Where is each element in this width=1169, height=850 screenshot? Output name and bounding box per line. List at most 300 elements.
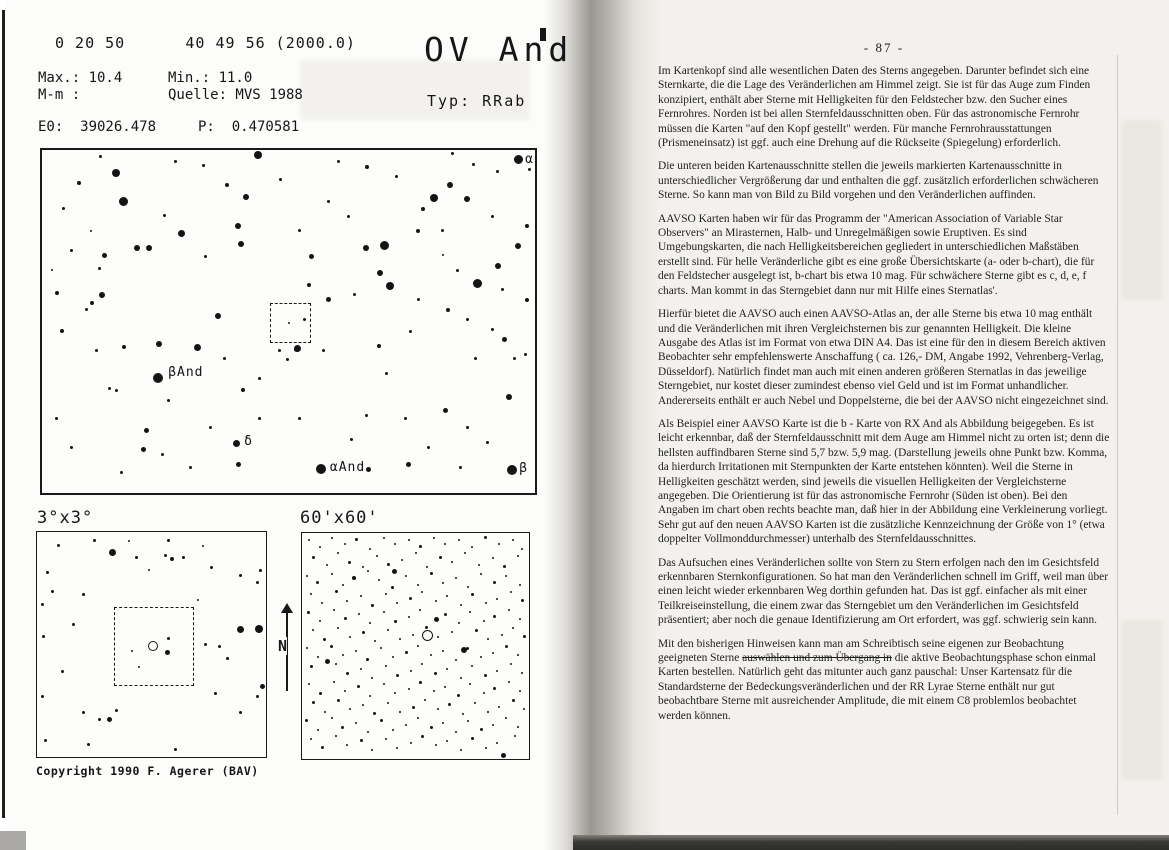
star-dot: [474, 357, 477, 360]
variable-star-marker: [422, 630, 433, 641]
star-dot: [405, 575, 407, 577]
star-dot: [141, 447, 146, 452]
star-dot: [480, 656, 482, 658]
star-dot: [408, 539, 410, 541]
star-dot: [365, 165, 369, 169]
star-dot: [310, 593, 312, 595]
star-dot: [85, 308, 88, 311]
star-dot: [484, 674, 487, 677]
star-dot: [115, 709, 118, 712]
star-dot: [214, 692, 217, 695]
star-dot: [335, 735, 337, 737]
star-dot: [373, 712, 376, 715]
star-dot: [446, 668, 448, 670]
star-dot: [446, 740, 448, 742]
star-dot: [170, 557, 174, 561]
star-dot: [350, 438, 353, 441]
star-dot: [455, 659, 457, 661]
star-dot: [512, 627, 514, 629]
star-dot: [496, 670, 498, 672]
star-dot: [243, 194, 249, 200]
star-dot: [505, 575, 507, 577]
star-dot: [237, 626, 244, 633]
star-dot: [241, 388, 245, 392]
star-dot: [348, 561, 351, 564]
star-dot: [517, 654, 519, 656]
star-dot: [360, 595, 362, 597]
star-greek-label: α: [525, 152, 534, 168]
paragraph: Als Beispiel einer AAVSO Karte ist die b - Karte von RX And als Abbildung beigegeben. Es ist leicht erkennbar, daß der Sternfeldausschnitt mit dem Auge am Himmel nicht zu orten ist; denn die hellsten auffindbaren Sterne sind 5,7 bzw. 5,9 mag. (Darstellung jeweils ohne Punkt bzw. Komma, da hierdurch Irritationen mit Sternpunkten der Karte entstehen könnten). Weil die Sterne in Helligkeiten geschätzt werden, sind jeweils die visuellen Helligkeiten der Vergleichsterne angegeben. Die Orientierung ist für das astronomische Fernrohr (Süden ist oben). Bei den Angaben im chart oben rechts beachte man, daß hier in der Abbildung eine Verkleinerung vorliegt. Sehr gut auf den neuen AAVSO Karten ist die zusätzliche Kennzeichnung der Größe von 1° (etwa doppelter Vollmonddurchmesser) unterhalb des Sternfeldausschnittes.: [658, 417, 1110, 546]
star-dot: [362, 631, 365, 634]
star-dot: [442, 722, 444, 724]
star-dot: [430, 572, 433, 575]
star-dot: [385, 593, 387, 595]
star-dot: [319, 620, 321, 622]
star-dot: [515, 243, 521, 249]
star-dot: [330, 645, 333, 648]
star-dot: [419, 609, 421, 611]
star-dot: [374, 640, 376, 642]
star-dot: [321, 746, 324, 749]
star-dot: [466, 647, 469, 650]
star-dot: [421, 735, 424, 738]
star-dot: [496, 742, 498, 744]
star-dot: [435, 600, 437, 602]
star-dot: [380, 647, 382, 649]
star-dot: [174, 748, 177, 751]
star-dot: [510, 663, 512, 665]
star-dot: [163, 214, 166, 217]
star-dot: [444, 543, 446, 545]
source-label: Quelle: MVS 1988: [168, 87, 303, 103]
star-dot: [383, 683, 385, 685]
star-dot: [349, 708, 351, 710]
star-dot: [395, 175, 398, 178]
star-dot: [378, 579, 380, 581]
star-dot: [138, 666, 140, 668]
star-dot: [307, 611, 310, 614]
star-dot: [444, 686, 446, 688]
star-dot: [51, 590, 54, 593]
star-dot: [498, 543, 500, 545]
star-dot: [72, 623, 75, 626]
finder-chart-main: [40, 148, 537, 495]
star-dot: [419, 681, 422, 684]
star-dot: [258, 417, 261, 420]
star-dot: [327, 200, 330, 203]
star-dot: [458, 539, 460, 541]
star-dot: [412, 634, 414, 636]
star-dot: [298, 417, 301, 420]
star-dot: [197, 599, 199, 601]
star-dot: [369, 548, 371, 550]
star-dot: [355, 650, 357, 652]
star-greek-label: β: [519, 460, 529, 476]
star-dot: [421, 591, 423, 593]
star-dot: [394, 543, 396, 545]
star-dot: [383, 611, 385, 613]
star-dot: [144, 428, 149, 433]
star-dot: [333, 681, 335, 683]
star-dot: [333, 609, 335, 611]
book-gutter-shadow: [545, 0, 660, 850]
star-dot: [487, 638, 489, 640]
star-dot: [358, 613, 360, 615]
star-dot: [233, 440, 240, 447]
star-dot: [471, 546, 473, 548]
star-dot: [202, 164, 205, 167]
star-dot: [493, 615, 496, 618]
star-dot: [437, 636, 439, 638]
star-dot: [366, 658, 369, 661]
star-dot: [366, 467, 371, 472]
star-dot: [312, 556, 315, 559]
star-dot: [98, 718, 101, 721]
star-dot: [344, 690, 346, 692]
star-dot: [369, 622, 371, 624]
star-dot: [256, 581, 259, 584]
star-dot: [310, 738, 312, 740]
star-dot: [417, 298, 420, 301]
star-dot: [60, 329, 64, 333]
struck-text: auswählen und zum Übergang in: [742, 652, 892, 665]
star-dot: [259, 569, 262, 572]
star-dot: [98, 267, 101, 270]
star-dot: [312, 629, 314, 631]
star-dot: [41, 603, 44, 606]
star-dot: [209, 426, 212, 429]
star-dot: [480, 728, 483, 731]
star-dot: [435, 744, 437, 746]
star-dot: [337, 552, 339, 554]
star-dot: [409, 597, 412, 600]
star-dot: [508, 681, 510, 683]
star-dot: [459, 466, 462, 469]
star-dot: [437, 708, 439, 710]
star-dot: [471, 665, 473, 667]
star-dot: [135, 556, 138, 559]
min-magnitude-label: Min.: 11.0: [168, 70, 253, 86]
star-dot: [491, 328, 494, 331]
star-dot: [317, 656, 319, 658]
star-dot: [521, 672, 523, 674]
star-dot: [469, 611, 471, 613]
star-dot: [525, 298, 529, 302]
m-minus-m-label: M-m :: [38, 87, 81, 103]
star-dot: [360, 668, 362, 670]
star-dot: [417, 717, 419, 719]
star-dot: [396, 674, 399, 677]
star-dot: [260, 684, 265, 689]
bleedthrough-line-left: [633, 85, 634, 800]
star-dot: [355, 722, 357, 724]
star-dot: [70, 446, 73, 449]
star-dot: [337, 627, 339, 629]
star-dot: [363, 245, 369, 251]
star-dot: [99, 292, 105, 298]
star-dot: [514, 155, 523, 164]
star-dot: [492, 652, 494, 654]
star-dot: [462, 713, 464, 715]
star-dot: [434, 617, 439, 622]
star-dot: [310, 665, 313, 668]
star-greek-label: βAnd: [168, 364, 204, 380]
star-dot: [331, 717, 333, 719]
star-dot: [517, 555, 519, 557]
star-dot: [167, 399, 170, 402]
star-dot: [483, 692, 485, 694]
star-dot: [409, 330, 412, 333]
star-dot: [326, 564, 328, 566]
star-dot: [367, 731, 369, 733]
star-dot: [335, 663, 337, 665]
star-dot: [108, 387, 111, 390]
paragraph: Im Kartenkopf sind alle wesentlichen Daten des Sterns angegeben. Darunter befindet sich eine Sternkarte, die die Lage des Veränderlichen am Himmel zeigt. Sie ist für das Auge zum Finden konzipiert, enthält aber Sterne mit Helligkeiten für den Feldstecher bzw. den Sucher eines Fernrohres. Norden ist bei allen Sternfeldausschnitten oben. Für das astronomische Fernrohr müssen die Karten "auf den Kopf gestellt" werden. Für manche Fernrohrausstattungen (Prismeneinsatz) ist ggf. auch eine Drehung auf die Rückseite (Spiegelung) erforderlich.: [658, 65, 1091, 150]
star-dot: [444, 613, 447, 616]
star-dot: [380, 241, 389, 250]
star-dot: [517, 726, 519, 728]
star-dot: [502, 337, 507, 342]
star-dot: [321, 602, 323, 604]
star-dot: [215, 313, 221, 319]
star-dot: [513, 357, 516, 360]
star-dot: [458, 622, 460, 624]
star-dot: [507, 465, 517, 475]
star-dot: [55, 417, 58, 420]
star-dot: [392, 656, 394, 658]
star-dot: [484, 536, 487, 539]
body-text-column: [658, 64, 1110, 839]
north-arrow-head: [281, 603, 293, 613]
star-dot: [408, 688, 410, 690]
star-dot: [365, 414, 368, 417]
star-dot: [57, 544, 60, 547]
star-dot: [346, 600, 348, 602]
star-dot: [377, 270, 383, 276]
star-dot: [102, 253, 107, 258]
star-dot: [41, 695, 44, 698]
star-dot: [421, 207, 425, 211]
star-dot: [349, 636, 351, 638]
star-dot: [210, 566, 213, 569]
star-dot: [475, 629, 478, 632]
star-dot: [514, 735, 516, 737]
star-dot: [128, 540, 130, 542]
scan-edge-line: [2, 10, 5, 818]
star-dot: [387, 629, 389, 631]
star-dot: [337, 699, 340, 702]
star-dot: [427, 446, 430, 449]
bleed-artifact: [1122, 120, 1162, 300]
star-dot: [460, 749, 462, 751]
star-dot: [496, 170, 499, 173]
star-dot: [204, 255, 207, 258]
star-dot: [82, 593, 85, 596]
star-dot: [61, 670, 64, 673]
star-dot: [347, 215, 350, 218]
star-dot: [415, 552, 417, 554]
star-dot: [394, 620, 397, 623]
star-dot: [456, 269, 459, 272]
star-dot: [279, 178, 282, 181]
chart-60min-caption: 60'x60': [300, 508, 379, 528]
star-dot: [425, 626, 428, 629]
north-label: N: [278, 637, 288, 655]
star-dot: [146, 245, 152, 251]
star-dot: [82, 711, 85, 714]
star-dot: [521, 599, 524, 602]
star-dot: [225, 183, 229, 187]
star-dot: [316, 464, 326, 474]
star-dot: [115, 389, 118, 392]
star-dot: [387, 563, 390, 566]
star-dot: [399, 638, 401, 640]
star-dot: [309, 254, 314, 259]
max-magnitude-label: Max.: 10.4: [38, 70, 123, 86]
star-dot: [491, 215, 494, 218]
star-dot: [524, 353, 527, 356]
star-dot: [258, 377, 261, 380]
star-dot: [471, 737, 474, 740]
star-dot: [371, 604, 374, 607]
star-dot: [107, 717, 112, 722]
star-dot: [446, 308, 450, 312]
variable-type-label: Typ: RRab: [427, 92, 527, 110]
star-dot: [443, 408, 448, 413]
star-dot: [464, 552, 466, 554]
star-dot: [472, 163, 475, 166]
paragraph-text: die aktive Beobachtungsphase schon einmal Karten bestellen. Natürlich geht das mitunter auch ganz pauschal: Unser Kartensatz für die Standardsterne der Bedeckungsveränderlichen und der RR Lyrae Sterne enthält nur gut beobachtbare Sterne mit ausreichender Amplitude, die mit einem C8 problemlos beobachtet werden können.: [658, 652, 1096, 722]
star-dot: [238, 241, 244, 247]
star-dot: [404, 417, 407, 420]
star-dot: [341, 726, 344, 729]
star-dot: [434, 672, 437, 675]
star-dot: [466, 426, 469, 429]
star-dot: [239, 574, 242, 577]
star-dot: [380, 719, 383, 722]
chart-3deg-caption: 3°x3°: [37, 508, 94, 528]
star-dot: [256, 695, 259, 698]
star-dot: [308, 539, 310, 541]
star-dot: [447, 182, 453, 188]
star-dot: [430, 654, 432, 656]
star-dot: [377, 344, 381, 348]
star-dot: [298, 229, 301, 232]
star-dot: [523, 708, 525, 710]
star-dot: [235, 223, 241, 229]
star-dot: [44, 739, 47, 742]
star-dot: [322, 349, 325, 352]
star-dot: [521, 548, 523, 550]
star-dot: [485, 602, 487, 604]
star-greek-label: δ: [244, 434, 253, 449]
finder-chart-60min: [301, 532, 530, 760]
star-dot: [204, 643, 207, 646]
star-dot: [451, 631, 453, 633]
star-dot: [464, 196, 470, 202]
star-dot: [148, 569, 150, 571]
star-dot: [442, 650, 444, 652]
star-dot: [430, 726, 433, 729]
star-dot: [226, 657, 229, 660]
star-dot: [492, 724, 494, 726]
star-dot: [441, 229, 444, 232]
star-dot: [385, 665, 387, 667]
star-dot: [286, 358, 289, 361]
variable-star-marker: [148, 641, 158, 651]
star-name-title: OV And: [424, 30, 574, 69]
star-dot: [120, 471, 123, 474]
star-dot: [161, 453, 164, 456]
star-dot: [323, 638, 326, 641]
star-dot: [178, 230, 185, 237]
star-dot: [501, 634, 503, 636]
star-dot: [355, 538, 358, 541]
star-dot: [70, 249, 73, 252]
star-dot: [167, 539, 170, 542]
star-dot: [164, 554, 167, 557]
star-dot: [344, 617, 347, 620]
bleed-artifact: [1122, 620, 1162, 780]
star-dot: [473, 279, 482, 288]
paragraph: Die unteren beiden Kartenausschnitte stellen die jeweils markierten Kartenausschnitte in unterschiedlicher Vergrößerung dar und enthalten die ggf. zusätzlich erforderlichen schwächeren Sterne. So kann man von Bild zu Bild vorgehen und den Veränderlichen auffinden.: [658, 160, 1099, 202]
star-dot: [416, 229, 420, 233]
star-dot: [519, 690, 521, 692]
star-dot: [319, 546, 321, 548]
star-dot: [308, 683, 310, 685]
star-dot: [325, 659, 330, 664]
star-dot: [399, 711, 401, 713]
star-dot: [401, 559, 403, 561]
star-dot: [62, 207, 65, 210]
star-dot: [519, 584, 521, 586]
star-dot: [486, 441, 489, 444]
star-dot: [167, 637, 170, 640]
star-dot: [478, 564, 480, 566]
star-dot: [512, 539, 514, 541]
star-dot: [255, 625, 263, 633]
star-dot: [474, 702, 476, 704]
star-dot: [122, 345, 126, 349]
star-dot: [480, 573, 482, 575]
star-dot: [153, 373, 163, 383]
star-dot: [174, 160, 177, 163]
bleed-artifact: [300, 60, 530, 120]
star-dot: [194, 344, 201, 351]
star-dot: [498, 706, 500, 708]
paragraph: AAVSO Karten haben wir für das Programm der "American Association of Variable Star Observers" an Mirasternen, Halb- und Unregelmäßigen sowie Eruptiven. Es sind Umgebungskarten, die nach Helligkeitsbereichen gegliedert in unterschiedlichen Maßstäben erstellt sind. Für helle Veränderliche gibt es eine große Übersichtskarte (a- oder b-chart), die für den Feldstecher ausgelegt ist, b-chart bis etwa 10 mag. Für schwächere Sterne gibt es c, d, e, f charts. Man kommt in das Sterngebiet dann nur mit Hilfe eines Sternatlas'.: [658, 212, 1095, 297]
star-dot: [496, 598, 498, 600]
star-dot: [430, 194, 438, 202]
star-dot: [483, 620, 485, 622]
star-dot: [493, 687, 496, 690]
star-dot: [331, 537, 333, 539]
star-dot: [303, 318, 306, 321]
star-dot: [383, 537, 385, 539]
star-dot: [278, 349, 281, 352]
star-dot: [487, 711, 489, 713]
star-dot: [385, 738, 387, 740]
star-dot: [457, 694, 460, 697]
star-dot: [467, 720, 469, 722]
star-dot: [386, 282, 394, 290]
star-dot: [405, 651, 408, 654]
star-dot: [433, 537, 435, 539]
star-dot: [505, 645, 508, 648]
star-dot: [405, 724, 407, 726]
star-dot: [387, 702, 389, 704]
star-dot: [519, 618, 521, 620]
